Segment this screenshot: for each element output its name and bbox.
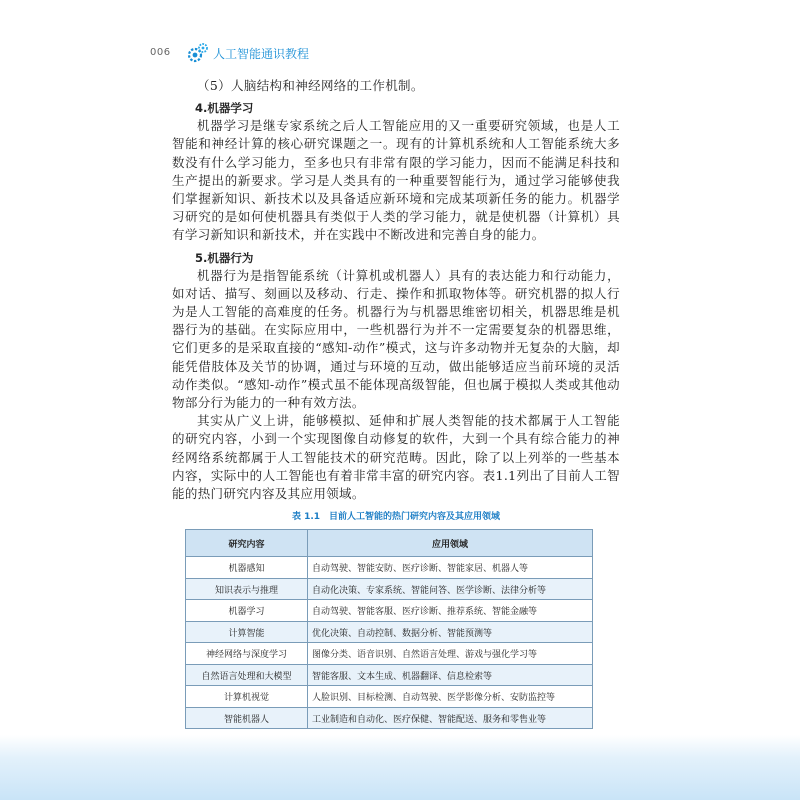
- table-caption: 表 1.1 目前人工智能的热门研究内容及其应用领域: [291, 512, 501, 523]
- table-row: [186, 578, 593, 600]
- table-row: [186, 643, 593, 665]
- section-5-title: 5.机器行为: [195, 250, 254, 265]
- table-row: [186, 600, 593, 622]
- table-cell-applications: 智能客服、文本生成、机器翻译、信息检索等: [308, 664, 593, 686]
- table-row: [186, 557, 593, 579]
- section-4-title: 4.机器学习: [195, 101, 254, 116]
- research-table: [185, 529, 593, 729]
- table-cell-topic: 知识表示与推理: [186, 578, 308, 600]
- page-bottom-band: [0, 735, 800, 800]
- table-row: [186, 707, 593, 729]
- table-row: [186, 686, 593, 708]
- section-5-paragraph: 机器行为是指智能系统（计算机或机器人）具有的表达能力和行动能力，如对话、描写、刻画以及移动、行走、操作和抓取物体等。研究机器的拟人行为是人工智能的高难度的任务。机器行为与机器思维密切相关，机器思维是机器行为的基础。在实际应用中，一些机器行为并不一定需要复杂的机器思维，它们更多的是采取直接的“感知-动作”模式，这与许多动物并无复杂的大脑，却能凭借肢体及关节的协调，通过与环境的互动，做出能够适应当前环境的灵活动作类似。“感知-动作”模式虽不能体现高级智能，但也属于模拟人类或其他动物部分行为能力的一种有效方法。: [172, 267, 620, 411]
- header-research-content: 研究内容: [186, 530, 308, 557]
- table-cell-applications: 工业制造和自动化、医疗保健、智能配送、服务和零售业等: [308, 707, 593, 729]
- page-number: 006: [150, 47, 171, 58]
- table-cell-topic: 机器学习: [186, 600, 308, 622]
- table-row: [186, 621, 593, 643]
- list-item-5: （5）人脑结构和神经网络的工作机制。: [197, 78, 424, 93]
- table-cell-topic: 计算智能: [186, 621, 308, 643]
- book-title: 人工智能通识教程: [213, 47, 310, 61]
- table-cell-topic: 智能机器人: [186, 707, 308, 729]
- page-content: [172, 77, 620, 729]
- gear-ai-logo-icon: [186, 41, 210, 65]
- table-cell-applications: 自动化决策、专家系统、智能问答、医学诊断、法律分析等: [308, 578, 593, 600]
- table-row: [186, 664, 593, 686]
- header-application-field: 应用领域: [308, 530, 593, 557]
- table-cell-topic: 计算机视觉: [186, 686, 308, 708]
- summary-paragraph: 其实从广义上讲，能够模拟、延伸和扩展人类智能的技术都属于人工智能的研究内容，小到一个实现图像自动修复的软件，大到一个具有综合能力的神经网络系统都属于人工智能技术的研究范畴。因此，除了以上列举的一些基本内容，实际中的人工智能也有着非常丰富的研究内容。表1.1列出了目前人工智能的热门研究内容及其应用领域。: [172, 413, 620, 502]
- table-cell-topic: 神经网络与深度学习: [186, 643, 308, 665]
- table-cell-applications: 图像分类、语音识别、自然语言处理、游戏与强化学习等: [308, 643, 593, 665]
- table-cell-topic: 自然语言处理和大模型: [186, 664, 308, 686]
- table-cell-applications: 人脸识别、目标检测、自动驾驶、医学影像分析、安防监控等: [308, 686, 593, 708]
- table-cell-topic: 机器感知: [186, 557, 308, 579]
- section-4-paragraph: 机器学习是继专家系统之后人工智能应用的又一重要研究领域，也是人工智能和神经计算的核心研究课题之一。现有的计算机系统和人工智能系统大多数没有什么学习能力，至多也只有非常有限的学习能力，因而不能满足科技和生产提出的新要求。学习是人类具有的一种重要智能行为，通过学习能够使我们掌握新知识、新技术以及具备适应新环境和完成某项新任务的能力。机器学习研究的是如何使机器具有类似于人类的学习能力，就是使机器（计算机）具有学习新知识和新技术，并在实践中不断改进和完善自身的能力。: [172, 118, 620, 243]
- table-header-row: [186, 530, 593, 557]
- table-cell-applications: 自动驾驶、智能客服、医疗诊断、推荐系统、智能金融等: [308, 600, 593, 622]
- table-cell-applications: 优化决策、自动控制、数据分析、智能预测等: [308, 621, 593, 643]
- table-cell-applications: 自动驾驶、智能安防、医疗诊断、智能家居、机器人等: [308, 557, 593, 579]
